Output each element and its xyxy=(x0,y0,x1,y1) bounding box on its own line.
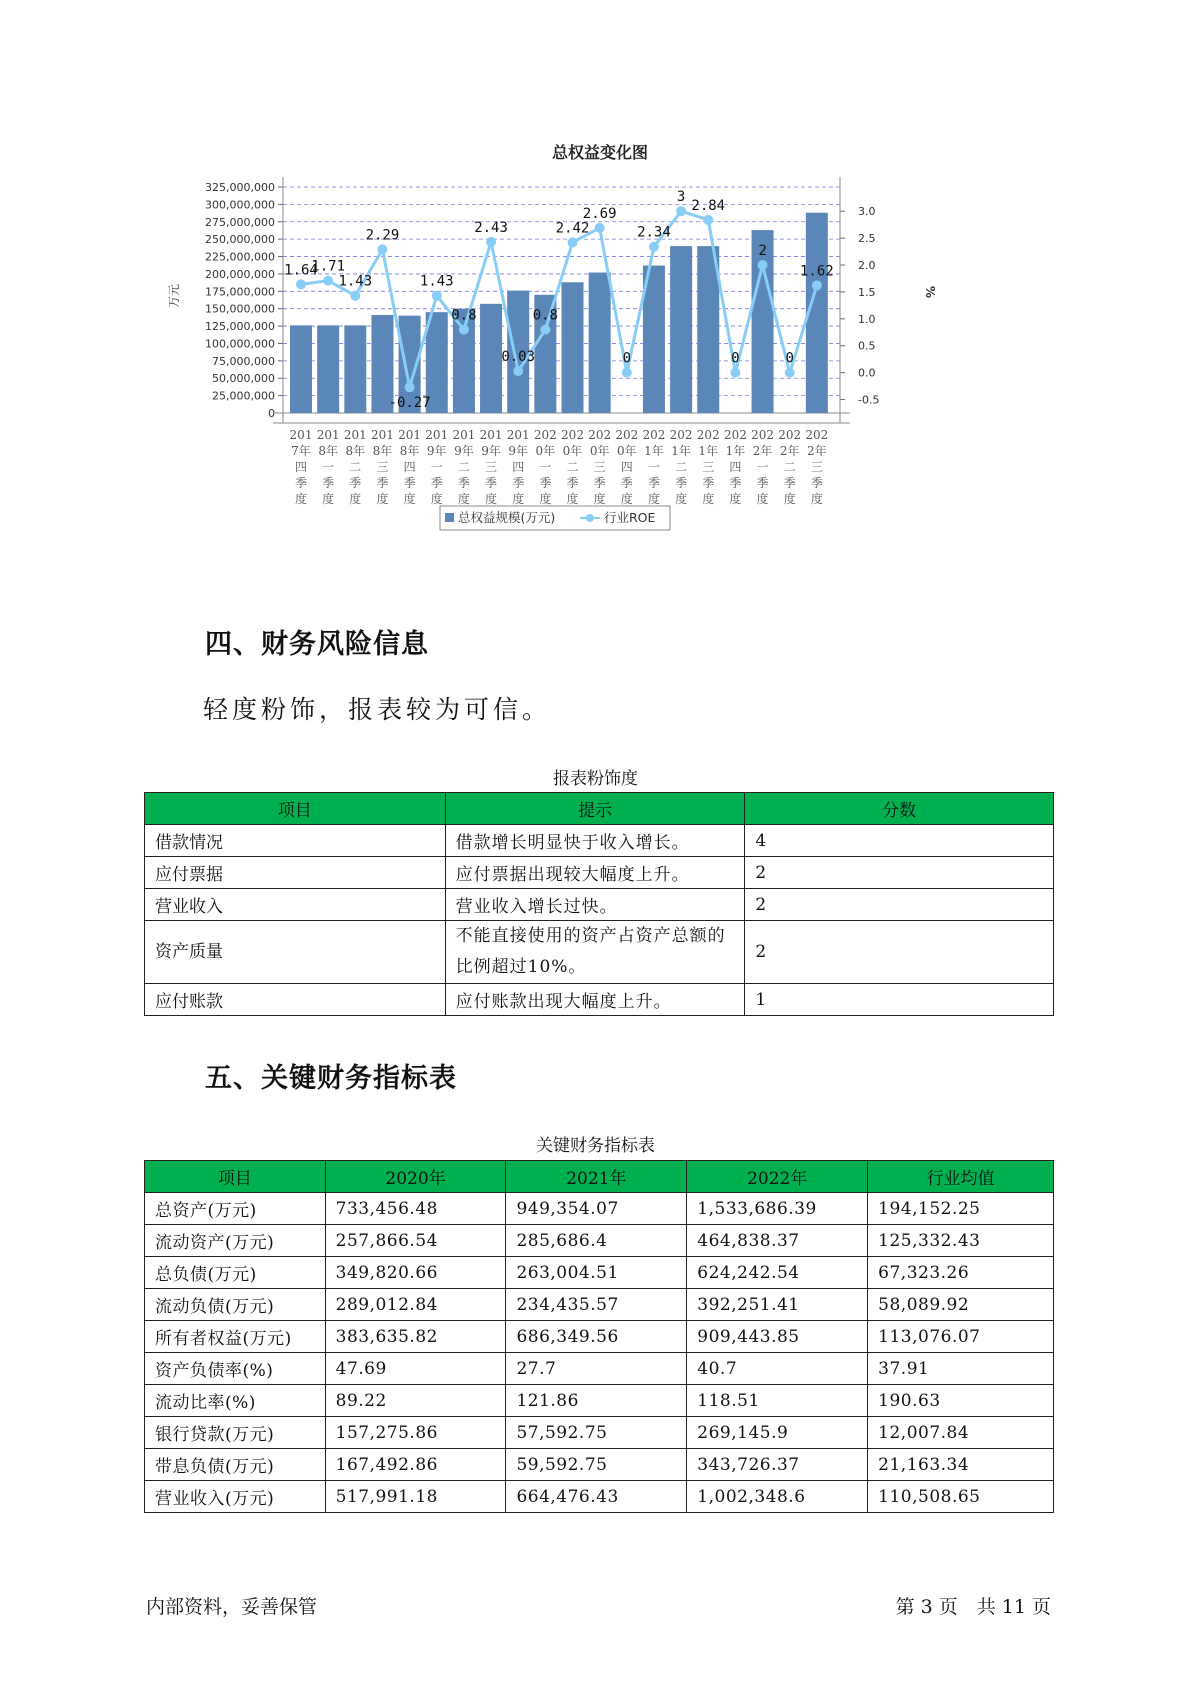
equity-chart xyxy=(150,130,950,600)
x-tick-label: 202 xyxy=(778,428,802,442)
x-tick-label: 1年 xyxy=(671,444,691,458)
roe-point xyxy=(513,366,523,376)
roe-data-label: 2.84 xyxy=(691,197,726,214)
indicator-value-cell: 27.7 xyxy=(506,1353,687,1385)
x-tick-label: 一 xyxy=(756,460,769,474)
table-row xyxy=(145,1353,1054,1385)
x-tick-label: 四 xyxy=(294,460,308,474)
indicator-value-cell: 118.51 xyxy=(687,1385,868,1417)
left-tick-label: 25,000,000 xyxy=(212,389,275,403)
right-tick-label: 3.0 xyxy=(858,205,876,219)
x-tick-label: 度 xyxy=(675,492,688,506)
roe-data-label: -0.27 xyxy=(388,395,431,412)
roe-point xyxy=(432,291,442,301)
right-tick-label: 2.0 xyxy=(858,259,876,273)
risk-cell-tip: 借款增长明显快于收入增长。 xyxy=(445,825,745,857)
x-tick-label: 季 xyxy=(322,476,335,490)
x-tick-label: 季 xyxy=(620,476,633,490)
x-tick-label: 9年 xyxy=(454,444,474,458)
x-tick-label: 202 xyxy=(588,428,612,442)
x-tick-label: 2年 xyxy=(779,444,800,458)
right-tick-label: -0.5 xyxy=(858,393,880,407)
x-tick-label: 三 xyxy=(485,460,498,474)
risk-header-item: 项目 xyxy=(145,793,446,825)
roe-data-label: 0.8 xyxy=(451,307,477,324)
x-tick-label: 二 xyxy=(566,460,579,474)
indicator-value-cell: 285,686.4 xyxy=(506,1225,687,1257)
table-row xyxy=(145,1257,1054,1289)
indicator-value-cell: 624,242.54 xyxy=(687,1257,868,1289)
roe-data-label: 2.69 xyxy=(582,205,617,222)
x-tick-label: 度 xyxy=(512,492,525,506)
x-tick-label: 度 xyxy=(593,492,606,506)
roe-point xyxy=(350,291,360,301)
table-row xyxy=(145,1321,1054,1353)
x-tick-label: 四 xyxy=(403,460,416,474)
x-tick-label: 季 xyxy=(756,476,769,490)
roe-point xyxy=(785,368,795,378)
x-tick-label: 201 xyxy=(316,428,340,442)
bar xyxy=(589,273,611,413)
indicator-value-cell: 113,076.07 xyxy=(868,1321,1054,1353)
bar xyxy=(344,325,366,413)
indicator-value-cell: 349,820.66 xyxy=(325,1257,506,1289)
risk-cell-score: 2 xyxy=(745,921,1054,984)
x-tick-label: 8年 xyxy=(399,444,420,458)
table-row xyxy=(145,1289,1054,1321)
x-tick-label: 一 xyxy=(647,460,660,474)
bar xyxy=(562,282,584,413)
x-tick-label: 9年 xyxy=(508,444,529,458)
x-tick-label: 0年 xyxy=(535,444,556,458)
left-tick-label: 300,000,000 xyxy=(205,198,275,212)
legend-label-bar: 总权益规模(万元) xyxy=(458,510,556,525)
left-tick-label: 175,000,000 xyxy=(205,285,275,299)
x-tick-label: 201 xyxy=(506,428,530,442)
roe-point xyxy=(296,279,306,289)
risk-cell-item: 应付账款 xyxy=(145,984,446,1016)
right-tick-label: 2.5 xyxy=(858,232,876,246)
x-tick-label: 度 xyxy=(647,492,660,506)
indicator-header: 2022年 xyxy=(687,1161,868,1193)
indicator-name-cell: 资产负债率(%) xyxy=(145,1353,326,1385)
x-tick-label: 202 xyxy=(805,428,829,442)
x-tick-label: 度 xyxy=(756,492,769,506)
roe-point xyxy=(676,206,686,216)
left-tick-label: 0 xyxy=(268,407,275,420)
left-tick-label: 250,000,000 xyxy=(205,233,275,247)
roe-point xyxy=(459,325,469,335)
roe-point xyxy=(703,215,713,225)
x-tick-label: 度 xyxy=(783,492,796,506)
left-tick-label: 275,000,000 xyxy=(205,215,275,229)
indicator-value-cell: 121.86 xyxy=(506,1385,687,1417)
indicator-value-cell: 58,089.92 xyxy=(868,1289,1054,1321)
x-tick-label: 季 xyxy=(729,476,742,490)
indicator-value-cell: 1,533,686.39 xyxy=(687,1193,868,1225)
x-tick-label: 度 xyxy=(566,492,579,506)
x-tick-label: 7年 xyxy=(291,444,311,458)
indicator-value-cell: 383,635.82 xyxy=(325,1321,506,1353)
x-tick-label: 202 xyxy=(669,428,693,442)
indicator-header: 项目 xyxy=(145,1161,326,1193)
chart-title: 总权益变化图 xyxy=(551,143,649,162)
x-tick-label: 季 xyxy=(702,476,715,490)
roe-point xyxy=(812,280,822,290)
risk-cell-item: 资产质量 xyxy=(145,921,446,984)
indicator-value-cell: 269,145.9 xyxy=(687,1417,868,1449)
x-tick-label: 一 xyxy=(539,460,552,474)
indicator-value-cell: 686,349.56 xyxy=(506,1321,687,1353)
section4-paragraph: 轻度粉饰，报表较为可信。 xyxy=(203,695,552,724)
indicator-name-cell: 带息负债(万元) xyxy=(145,1449,326,1481)
indicator-table-caption: 关键财务指标表 xyxy=(536,1136,655,1156)
footer-page-number: 第 3 页 共 11 页 xyxy=(895,1596,1051,1618)
indicator-name-cell: 所有者权益(万元) xyxy=(145,1321,326,1353)
x-tick-label: 季 xyxy=(294,476,308,490)
roe-data-label: 2 xyxy=(758,243,767,260)
left-tick-label: 325,000,000 xyxy=(205,181,275,194)
bar xyxy=(290,325,312,413)
roe-point xyxy=(377,244,387,254)
table-row xyxy=(145,1417,1054,1449)
indicator-value-cell: 40.7 xyxy=(687,1353,868,1385)
table-row xyxy=(145,857,1054,889)
indicator-value-cell: 289,012.84 xyxy=(325,1289,506,1321)
roe-point xyxy=(595,223,605,233)
x-tick-label: 四 xyxy=(512,460,525,474)
x-tick-label: 季 xyxy=(675,476,688,490)
right-tick-label: 0.0 xyxy=(858,366,876,380)
roe-data-label: 0 xyxy=(731,350,740,367)
risk-cell-score: 2 xyxy=(745,857,1054,889)
indicator-value-cell: 343,726.37 xyxy=(687,1449,868,1481)
risk-cell-score: 2 xyxy=(745,889,1054,921)
x-tick-label: 2年 xyxy=(752,444,773,458)
indicator-value-cell: 257,866.54 xyxy=(325,1225,506,1257)
x-tick-label: 202 xyxy=(696,428,720,442)
indicator-value-cell: 1,002,348.6 xyxy=(687,1481,868,1513)
roe-point xyxy=(405,382,415,392)
indicator-value-cell: 733,456.48 xyxy=(325,1193,506,1225)
bar xyxy=(453,309,475,413)
roe-point xyxy=(568,237,578,247)
x-tick-label: 季 xyxy=(485,476,498,490)
y-axis-title-right: % xyxy=(923,285,937,299)
x-tick-label: 三 xyxy=(702,460,715,474)
x-tick-label: 度 xyxy=(620,492,633,506)
x-tick-label: 二 xyxy=(349,460,362,474)
x-tick-label: 8年 xyxy=(318,444,338,458)
roe-data-label: 0.8 xyxy=(532,307,558,324)
x-tick-label: 度 xyxy=(376,492,389,506)
indicator-name-cell: 银行贷款(万元) xyxy=(145,1417,326,1449)
indicator-name-cell: 总负债(万元) xyxy=(145,1257,326,1289)
indicator-value-cell: 37.91 xyxy=(868,1353,1054,1385)
roe-point xyxy=(486,237,496,247)
x-tick-label: 2年 xyxy=(807,444,827,458)
x-tick-label: 202 xyxy=(642,428,666,442)
x-tick-label: 1年 xyxy=(698,444,719,458)
risk-table-caption: 报表粉饰度 xyxy=(553,769,638,789)
x-tick-label: 8年 xyxy=(372,444,393,458)
indicator-name-cell: 营业收入(万元) xyxy=(145,1481,326,1513)
indicator-header: 行业均值 xyxy=(868,1161,1054,1193)
legend-swatch-dot xyxy=(586,514,594,522)
indicator-value-cell: 21,163.34 xyxy=(868,1449,1054,1481)
roe-data-label: 0.03 xyxy=(501,349,536,366)
x-tick-label: 度 xyxy=(539,492,552,506)
x-tick-label: 201 xyxy=(452,428,476,442)
roe-point xyxy=(758,260,768,270)
table-row xyxy=(145,921,1054,984)
x-tick-label: 四 xyxy=(729,460,742,474)
indicator-value-cell: 909,443.85 xyxy=(687,1321,868,1353)
roe-point xyxy=(622,368,632,378)
legend-label-line: 行业ROE xyxy=(604,510,656,525)
right-tick-label: 1.5 xyxy=(858,285,876,299)
equity-chart-svg xyxy=(150,130,950,600)
x-tick-label: 1年 xyxy=(644,444,664,458)
left-tick-label: 50,000,000 xyxy=(212,372,275,386)
x-tick-label: 季 xyxy=(539,476,552,490)
roe-data-label: 1.62 xyxy=(799,263,834,280)
roe-point xyxy=(649,242,659,252)
risk-header-tip: 提示 xyxy=(445,793,745,825)
left-tick-label: 75,000,000 xyxy=(212,354,275,368)
risk-cell-tip: 营业收入增长过快。 xyxy=(445,889,745,921)
x-tick-label: 0年 xyxy=(589,444,610,458)
x-tick-label: 1年 xyxy=(725,444,746,458)
x-tick-label: 201 xyxy=(289,428,313,442)
left-tick-label: 225,000,000 xyxy=(205,250,275,264)
x-tick-label: 季 xyxy=(430,476,443,490)
table-row xyxy=(145,889,1054,921)
x-tick-label: 201 xyxy=(370,428,394,442)
x-tick-label: 202 xyxy=(533,428,557,442)
x-tick-label: 201 xyxy=(479,428,503,442)
x-tick-label: 202 xyxy=(561,428,584,442)
x-tick-label: 季 xyxy=(512,476,525,490)
roe-data-label: 2.43 xyxy=(474,219,508,236)
x-tick-label: 度 xyxy=(322,492,335,506)
x-tick-label: 201 xyxy=(343,428,367,442)
roe-point xyxy=(540,325,550,335)
risk-cell-tip: 应付账款出现大幅度上升。 xyxy=(445,984,745,1016)
x-tick-label: 201 xyxy=(398,428,422,442)
indicator-value-cell: 234,435.57 xyxy=(506,1289,687,1321)
roe-data-label: 0 xyxy=(785,350,794,367)
indicator-value-cell: 464,838.37 xyxy=(687,1225,868,1257)
x-tick-label: 度 xyxy=(810,492,823,506)
risk-cell-item: 营业收入 xyxy=(145,889,446,921)
indicator-value-cell: 110,508.65 xyxy=(868,1481,1054,1513)
bar xyxy=(670,246,692,413)
indicator-value-cell: 664,476.43 xyxy=(506,1481,687,1513)
table-row xyxy=(145,1193,1054,1225)
right-tick-label: 0.5 xyxy=(858,339,876,353)
indicator-header: 2020年 xyxy=(325,1161,506,1193)
roe-data-label: 2.42 xyxy=(555,220,590,237)
roe-data-label: 1.71 xyxy=(311,258,346,275)
x-tick-label: 季 xyxy=(810,476,823,490)
x-tick-label: 二 xyxy=(783,460,796,474)
x-tick-label: 季 xyxy=(403,476,416,490)
left-tick-label: 100,000,000 xyxy=(205,337,275,351)
indicator-value-cell: 949,354.07 xyxy=(506,1193,687,1225)
risk-cell-item: 应付票据 xyxy=(145,857,446,889)
indicator-header: 2021年 xyxy=(506,1161,687,1193)
table-row xyxy=(145,1481,1054,1513)
indicator-value-cell: 89.22 xyxy=(325,1385,506,1417)
indicator-name-cell: 流动比率(%) xyxy=(145,1385,326,1417)
x-tick-label: 季 xyxy=(647,476,660,490)
indicator-value-cell: 125,332.43 xyxy=(868,1225,1054,1257)
indicator-value-cell: 517,991.18 xyxy=(325,1481,506,1513)
x-tick-label: 季 xyxy=(457,476,470,490)
left-tick-label: 150,000,000 xyxy=(205,302,275,316)
x-tick-label: 一 xyxy=(430,460,443,474)
legend-swatch-bar xyxy=(445,513,454,522)
x-tick-label: 度 xyxy=(702,492,715,506)
indicator-value-cell: 263,004.51 xyxy=(506,1257,687,1289)
table-row xyxy=(145,1225,1054,1257)
right-tick-label: 1.0 xyxy=(858,312,876,326)
footer-confidential: 内部资料，妥善保管 xyxy=(146,1596,318,1618)
risk-cell-score: 1 xyxy=(745,984,1054,1016)
x-tick-label: 0年 xyxy=(562,444,583,458)
indicator-table xyxy=(144,1160,1054,1513)
x-tick-label: 202 xyxy=(615,428,639,442)
x-tick-label: 季 xyxy=(376,476,389,490)
indicator-value-cell: 167,492.86 xyxy=(325,1449,506,1481)
section5-heading: 五、关键财务指标表 xyxy=(205,1063,457,1094)
indicator-value-cell: 12,007.84 xyxy=(868,1417,1054,1449)
indicator-value-cell: 59,592.75 xyxy=(506,1449,687,1481)
roe-data-label: 1.43 xyxy=(419,273,454,290)
roe-data-label: 0 xyxy=(622,350,632,367)
x-tick-label: 四 xyxy=(620,460,633,474)
x-tick-label: 8年 xyxy=(345,444,366,458)
risk-header-score: 分数 xyxy=(745,793,1054,825)
bar xyxy=(480,304,502,413)
bar xyxy=(317,325,339,413)
roe-point xyxy=(730,368,740,378)
risk-cell-tip: 不能直接使用的资产占资产总额的比例超过10%。 xyxy=(445,921,745,984)
roe-data-label: 2.34 xyxy=(637,224,671,241)
roe-data-label: 1.43 xyxy=(338,273,373,290)
roe-data-label: 3 xyxy=(676,189,686,206)
x-tick-label: 201 xyxy=(425,428,449,442)
x-tick-label: 202 xyxy=(723,428,747,442)
x-tick-label: 季 xyxy=(783,476,796,490)
roe-data-label: 2.29 xyxy=(365,227,400,244)
indicator-name-cell: 流动资产(万元) xyxy=(145,1225,326,1257)
x-tick-label: 度 xyxy=(430,492,443,506)
x-tick-label: 三 xyxy=(376,460,389,474)
risk-cell-item: 借款情况 xyxy=(145,825,446,857)
x-tick-label: 0年 xyxy=(616,444,637,458)
indicator-value-cell: 57,592.75 xyxy=(506,1417,687,1449)
x-tick-label: 季 xyxy=(566,476,579,490)
x-tick-label: 度 xyxy=(729,492,742,506)
x-tick-label: 季 xyxy=(349,476,362,490)
x-tick-label: 度 xyxy=(457,492,470,506)
left-tick-label: 125,000,000 xyxy=(205,320,275,334)
indicator-value-cell: 157,275.86 xyxy=(325,1417,506,1449)
left-tick-label: 200,000,000 xyxy=(205,267,275,281)
table-row xyxy=(145,825,1054,857)
indicator-value-cell: 47.69 xyxy=(325,1353,506,1385)
x-tick-label: 202 xyxy=(751,428,775,442)
indicator-value-cell: 67,323.26 xyxy=(868,1257,1054,1289)
risk-cell-score: 4 xyxy=(745,825,1054,857)
x-tick-label: 度 xyxy=(403,492,416,506)
indicator-value-cell: 190.63 xyxy=(868,1385,1054,1417)
table-row xyxy=(145,1385,1054,1417)
x-tick-label: 三 xyxy=(593,460,606,474)
x-tick-label: 一 xyxy=(322,460,335,474)
table-row xyxy=(145,1449,1054,1481)
section4-heading: 四、财务风险信息 xyxy=(205,629,429,660)
table-row xyxy=(145,984,1054,1016)
x-tick-label: 度 xyxy=(485,492,498,506)
roe-point xyxy=(323,276,333,286)
x-tick-label: 季 xyxy=(593,476,606,490)
indicator-value-cell: 392,251.41 xyxy=(687,1289,868,1321)
x-tick-label: 9年 xyxy=(481,444,501,458)
indicator-table-header-row xyxy=(145,1161,1054,1193)
indicator-name-cell: 总资产(万元) xyxy=(145,1193,326,1225)
y-axis-title-left: 万元 xyxy=(167,283,181,309)
indicator-name-cell: 流动负债(万元) xyxy=(145,1289,326,1321)
x-tick-label: 9年 xyxy=(426,444,447,458)
indicator-value-cell: 194,152.25 xyxy=(868,1193,1054,1225)
roe-data-label: 1.64 xyxy=(284,262,318,279)
risk-table-header-row xyxy=(145,793,1054,825)
x-tick-label: 度 xyxy=(349,492,362,506)
x-tick-label: 三 xyxy=(810,460,823,474)
x-tick-label: 二 xyxy=(457,460,470,474)
risk-cell-tip: 应付票据出现较大幅度上升。 xyxy=(445,857,745,889)
risk-table xyxy=(144,792,1054,1016)
x-tick-label: 度 xyxy=(294,492,308,506)
x-tick-label: 二 xyxy=(675,460,688,474)
